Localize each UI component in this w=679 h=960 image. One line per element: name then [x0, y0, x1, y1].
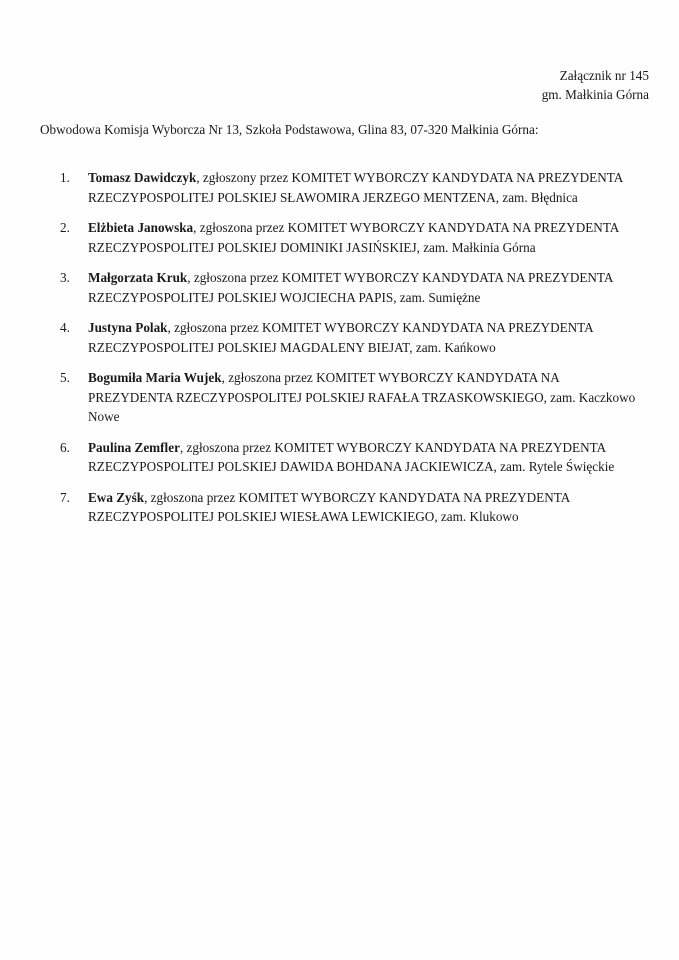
list-item-number: 5.	[60, 370, 70, 385]
member-nomination-text: , zgłoszony przez KOMITET WYBORCZY KANDYDATA NA PREZYDENTA RZECZYPOSPOLITEJ POLSKIEJ SŁAWOMIRA JERZEGO MENTZENA, zam. Błędnica	[88, 170, 623, 205]
list-item	[58, 368, 645, 427]
list-item-number: 1.	[60, 170, 70, 185]
commission-members-list	[58, 168, 645, 538]
member-name: Bogumiła Maria Wujek	[88, 370, 222, 385]
attachment-number: Załącznik nr 145	[559, 68, 649, 83]
list-item-text	[88, 368, 645, 427]
member-nomination-text: , zgłoszona przez KOMITET WYBORCZY KANDYDATA NA PREZYDENTA RZECZYPOSPOLITEJ POLSKIEJ MAGDALENY BIEJAT, zam. Kańkowo	[88, 320, 593, 355]
list-item-number: 4.	[60, 320, 70, 335]
member-nomination-text: , zgłoszona przez KOMITET WYBORCZY KANDYDATA NA PREZYDENTA RZECZYPOSPOLITEJ POLSKIEJ WIESŁAWA LEWICKIEGO, zam. Klukowo	[88, 489, 570, 524]
member-name: Małgorzata Kruk	[88, 270, 188, 285]
list-item-text	[88, 438, 645, 477]
member-name: Elżbieta Janowska	[88, 220, 194, 235]
list-item-number: 7.	[60, 489, 70, 505]
member-nomination-text: , zgłoszona przez KOMITET WYBORCZY KANDYDATA NA PREZYDENTA RZECZYPOSPOLITEJ POLSKIEJ RAFAŁA TRZASKOWSKIEGO, zam. Kaczkowo Nowe	[88, 370, 636, 424]
commission-intro-line: Obwodowa Komisja Wyborcza Nr 13, Szkoła Podstawowa, Glina 83, 07-320 Małkinia Górna:	[40, 122, 539, 137]
list-item-text	[88, 218, 645, 257]
list-item	[58, 218, 645, 257]
list-item-number: 3.	[60, 270, 70, 285]
list-item-text	[88, 488, 645, 527]
list-item-text	[88, 268, 645, 307]
list-item-text	[88, 318, 645, 357]
member-nomination-text: , zgłoszona przez KOMITET WYBORCZY KANDYDATA NA PREZYDENTA RZECZYPOSPOLITEJ POLSKIEJ WOJCIECHA PAPIS, zam. Sumiężne	[88, 270, 613, 305]
member-name: Tomasz Dawidczyk	[88, 170, 197, 185]
list-item	[58, 488, 645, 527]
member-name: Ewa Zyśk	[88, 489, 145, 505]
list-item	[58, 318, 645, 357]
document-header	[542, 66, 649, 104]
municipality-name: gm. Małkinia Górna	[541, 87, 649, 102]
list-item-number: 2.	[60, 220, 70, 235]
list-item-text	[88, 168, 645, 207]
member-nomination-text: , zgłoszona przez KOMITET WYBORCZY KANDYDATA NA PREZYDENTA RZECZYPOSPOLITEJ POLSKIEJ DOMINIKI JASIŃSKIEJ, zam. Małkinia Górna	[88, 220, 619, 255]
member-nomination-text: , zgłoszona przez KOMITET WYBORCZY KANDYDATA NA PREZYDENTA RZECZYPOSPOLITEJ POLSKIEJ DAWIDA BOHDANA JACKIEWICZA, zam. Rytele Święckie	[88, 439, 615, 474]
list-item	[58, 268, 645, 307]
member-name: Paulina Zemfler	[88, 439, 180, 455]
member-name: Justyna Polak	[88, 320, 168, 335]
list-item	[58, 168, 645, 207]
list-item-number: 6.	[60, 439, 70, 455]
list-item	[58, 438, 645, 477]
